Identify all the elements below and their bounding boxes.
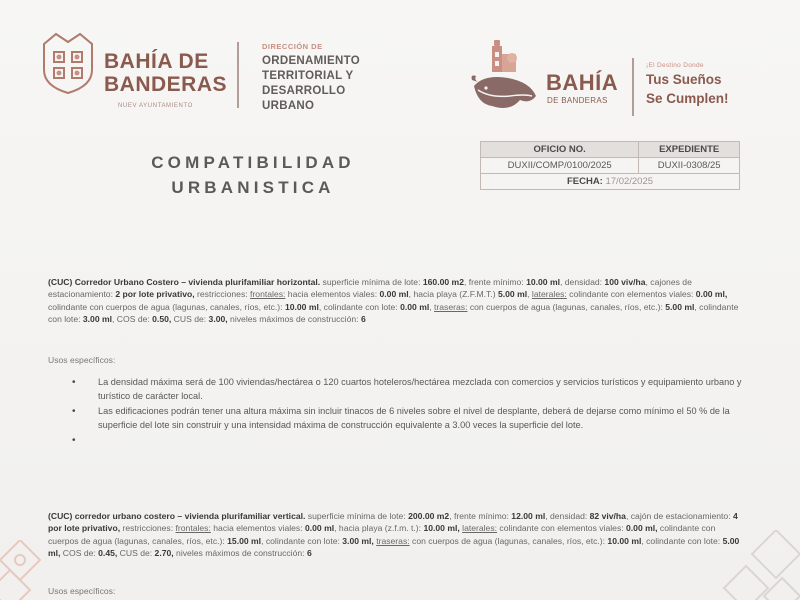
slogan-divider <box>632 58 634 116</box>
oficio-label: OFICIO NO. <box>481 142 639 158</box>
list-item: • Las edificaciones podrán tener una altura máxima sin incluir tinacos de 6 niveles sobre el nivel de desplante, deberá de dejarse como mínimo el 50 % de la superficie del lote sin construir y una intensidad máxima de construcción equivalente a 3.00 veces la superficie del lote. <box>72 405 744 432</box>
department-name: ORDENAMIENTO TERRITORIAL Y DESARROLLO URBANO <box>262 55 360 112</box>
section2-paragraph: (CUC) corredor urbano costero – vivienda plurifamiliar vertical. superficie mínima de lote: 200.00 m2, frente mínimo: 12.00 ml, densidad: 82 viv/ha, cajón de estacionamiento: 4 por lote privativo, restricciones: frontales: hacia elementos viales: 0.00 ml, hacia playa (z.f.m. t.): 10.00 ml, laterales: colindante con elementos viales: 0.00 ml, colindante con cuerpos de agua (lagunas, canales, ríos, etc.): 15.00 ml, colindante con lote: 3.00 ml, traseras: con cuerpos de agua (lagunas, canales, ríos, etc.): 10.00 ml, colindante con lote: 5.00 ml, COS de: 0.45, CUS de: 2.70, niveles máximos de construcción: 6 <box>48 511 740 559</box>
expediente-label: EXPEDIENTE <box>639 142 740 158</box>
slogan-line2: Se Cumplen! <box>646 91 729 106</box>
list-item: • La densidad máxima será de 100 viviendas/hectárea o 120 cuartos hoteleros/hectárea mezclada con comercios y servicios turísticos y equipamiento urbano y turístico de carácter local. <box>72 376 744 403</box>
section1-paragraph: (CUC) Corredor Urbano Costero – vivienda plurifamiliar horizontal. superficie mínima de lote: 160.00 m2, frente mínimo: 10.00 ml, densidad: 100 viv/ha, cajones de estacionamiento: 2 por lote privativo, restricciones: frontales: hacia elementos viales: 0.00 ml, hacia playa (Z.F.M.T.) 5.00 ml, laterales: colindante con elementos viales: 0.00 ml, colindante con cuerpos de agua (lagunas, canales, ríos, etc.): 10.00 ml, colindante con lote: 0.00 ml, traseras: con cuerpos de agua (lagunas, canales, ríos, etc.): 5.00 ml, colindante con lote: 3.00 ml, COS de: 0.50, CUS de: 3.00, niveles máximos de construcción: 6 <box>48 277 739 325</box>
right-brand-subtitle: DE BANDERAS <box>547 96 608 105</box>
section2-usos-label: Usos específicos: <box>48 586 116 596</box>
fecha-row <box>481 174 740 190</box>
department-label: DIRECCIÓN DE <box>262 42 323 51</box>
department-block <box>262 42 360 114</box>
municipal-crest-icon <box>36 30 100 96</box>
document-info-table <box>480 141 740 190</box>
fecha-label: FECHA: <box>566 176 603 187</box>
section1-usos-label: Usos específicos: <box>48 355 116 365</box>
slogan-line1: Tus Sueños <box>646 72 722 87</box>
corner-pattern-left-icon <box>0 540 48 600</box>
header-divider <box>237 42 239 108</box>
left-brand-name: BAHÍA DE BANDERAS <box>104 50 228 96</box>
document-title: COMPATIBILIDAD URBANISTICA <box>151 153 355 197</box>
right-brand-name: BAHÍA <box>546 70 619 95</box>
corner-pattern-right-icon <box>716 530 800 600</box>
oficio-value: DUXII/COMP/0100/2025 <box>481 158 639 174</box>
whale-lighthouse-logo-icon <box>470 34 542 130</box>
left-brand-subtitle: NUEV AYUNTAMIENTO <box>118 103 193 109</box>
slogan-small: ¡El Destino Donde <box>646 62 704 69</box>
list-item <box>72 434 744 447</box>
fecha-value: 17/02/2025 <box>605 176 654 187</box>
section1-bullet-list <box>72 376 744 449</box>
expediente-value: DUXII-0308/25 <box>639 158 740 174</box>
slogan-block <box>646 62 729 107</box>
